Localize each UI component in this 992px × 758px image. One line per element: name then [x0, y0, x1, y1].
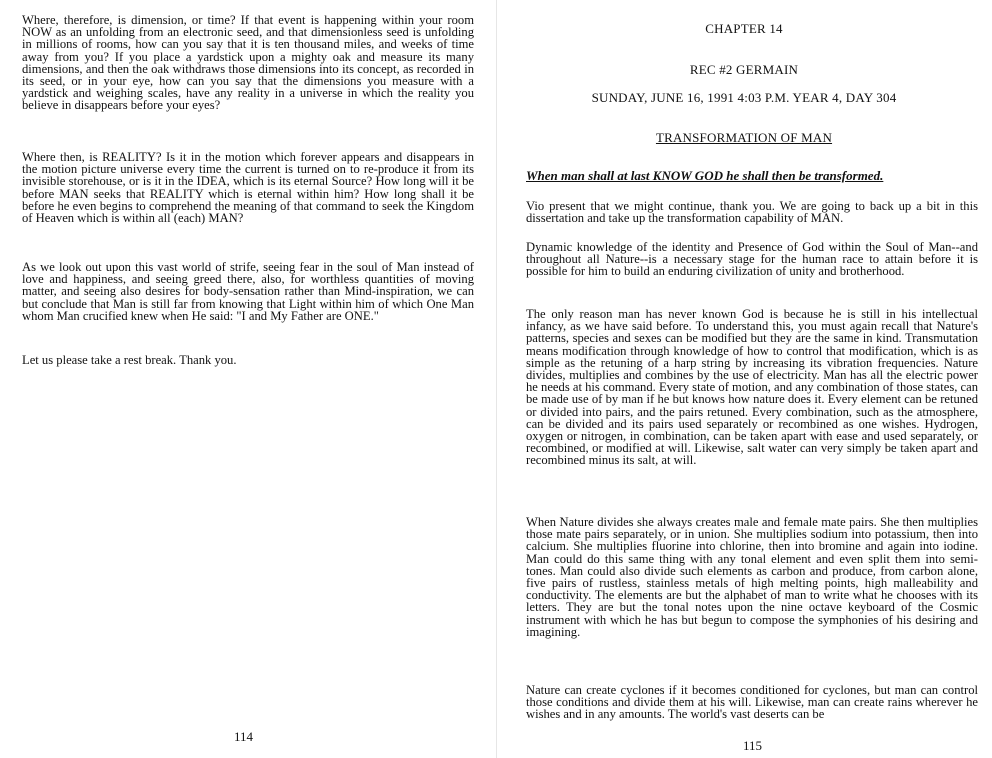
right-paragraph-2: Dynamic knowledge of the identity and Presence of God within the Soul of Man--and throughout all Nature--is a necessary stage for the human race to attain before it is possible for him to build an enduring civilization of unity and brotherhood. [526, 240, 978, 279]
left-paragraph-3: As we look out upon this vast world of strife, seeing fear in the soul of Man instead of love and happiness, and seeing greed there, also, for worthless quantities of moving matter, and seeing also desires for body-sensation rather than Mind-inspiration, we can but conclude that Man is still far from knowing that Light within him of which One Man whom Man crucified knew when He said: "I and My Father are ONE." [22, 260, 474, 323]
right-paragraph-4: When Nature divides she always creates male and female mate pairs. She then multiplies those mate pairs separately, or in union. She multiplies sodium into potassium, then into calcium. She multiplies fluorine into chlorine, then into bromine and again into iodine. Man could do this same thing with any tonal element and even split them into semi-tones. Man could also divide such elements as carbon and produce, from carbon alone, five pairs of rustless, stainless metals of high melting points, high malleability and conductivity. The elements are but the alphabet of man to write what he chooses with its letters. They are but the tonal notes upon the nine octave keyboard of the Cosmic instrument with which he has but begun to compose the symphonies of his desiring and imagining. [526, 515, 978, 639]
left-paragraph-4: Let us please take a rest break. Thank you. [22, 353, 237, 367]
page-number-left: 114 [234, 729, 254, 744]
right-page [496, 0, 992, 758]
right-paragraph-3: The only reason man has never known God is because he is still in his intellectual infancy, as we have said before. To understand this, you must again recall that Nature's patterns, species and sexes can be modified but they are the same in kind. Transmutation means modification through knowledge of how to control that modification, which is as simple as the retuning of a harp string by increasing its vibration frequencies. Nature divides, multiplies and combines by the use of electricity. Man has all the electric power he needs at his command. Every state of motion, and any combination of those states, can be made use of by man if he but knows how nature does it. Every element can be retuned or divided into pairs, and the pairs retuned. Every combination, such as the atmosphere, can be divided and its pairs used separately or recombined as one wishes. Hydrogen, oxygen or nitrogen, in combination, can be taken apart with ease and used separately, or recombined, or modified at will. Likewise, salt water can very simply be taken apart and recombined minus its salt, at will. [526, 307, 978, 468]
right-paragraph-1: Vio present that we might continue, thank you. We are going to back up a bit in this dissertation and take up the transformation capability of MAN. [526, 199, 978, 226]
date-line: SUNDAY, JUNE 16, 1991 4:03 P.M. YEAR 4, DAY 304 [591, 90, 897, 105]
lead-line: When man shall at last KNOW GOD he shall then be transformed. [526, 168, 884, 183]
section-title: TRANSFORMATION OF MAN [655, 130, 833, 145]
page-number-right: 115 [743, 738, 763, 753]
right-paragraph-5: Nature can create cyclones if it becomes conditioned for cyclones, but man can control those conditions and divide them at his will. Likewise, man can create rains wherever he wishes and in any amounts. The world's vast deserts can be [526, 683, 978, 722]
rec-line: REC #2 GERMAIN [689, 62, 799, 77]
left-paragraph-2: Where then, is REALITY? Is it in the motion which forever appears and disappears in the motion picture universe every time the current is turned on to re-produce it from its invisible storehouse, or is it in the IDEA, which is its eternal Source? How long will it be before MAN seeks that REALITY which is eternal within him? How long shall it be before he even begins to comprehend the meaning of that command to seek the Kingdom of Heaven which is within all (each) MAN? [22, 150, 474, 226]
left-paragraph-1: Where, therefore, is dimension, or time? If that event is happening within your room NOW as an unfolding from an electronic seed, and that dimensionless seed is unfolding in millions of rooms, how can you say that it is ten thousand miles, and weeks of time away from you? If you place a yardstick upon a mighty oak and measure its many dimensions, and then the oak withdraws those dimensions into its concept, as recorded in its seed, or in your eye, how can you say that the dimensions you measure with a yardstick and weighing scales, have any reality in a universe in which the reality you believe in disappears before your eyes? [22, 13, 474, 113]
chapter-heading: CHAPTER 14 [705, 21, 783, 36]
